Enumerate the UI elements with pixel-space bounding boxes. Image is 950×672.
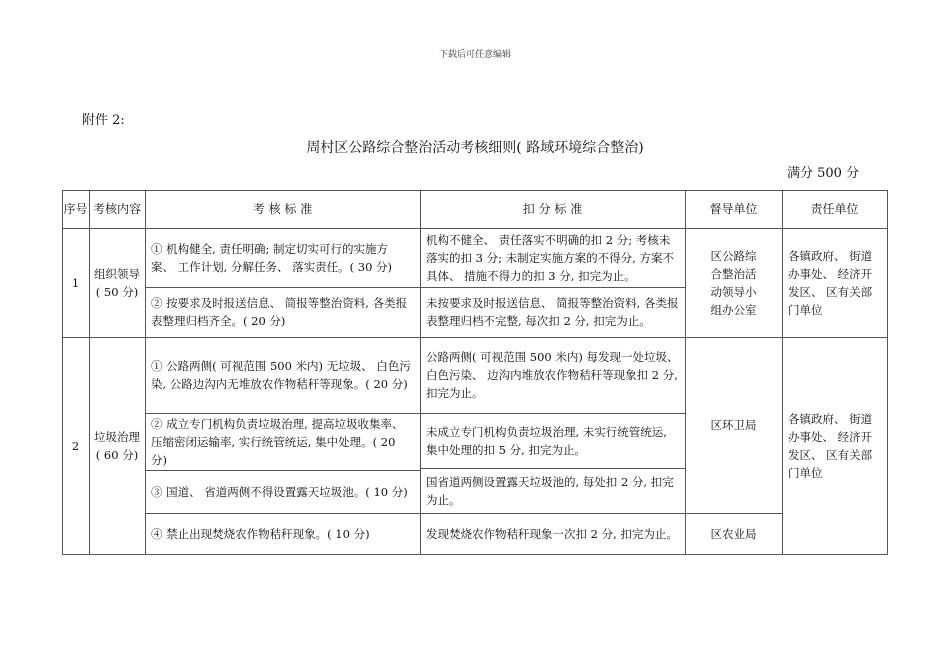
deduction-cell: 未成立专门机构负责垃圾治理, 未实行统管统运, 集中处理的扣 5 分, 扣完为止。 xyxy=(426,424,667,457)
standard-cell: ④ 禁止出现焚烧农作物秸秆现象。( 10 分) xyxy=(151,526,370,541)
header-supervisor: 督导单位 xyxy=(709,202,758,216)
header-no: 序号 xyxy=(63,202,88,216)
supervisor-cell: 区环卫局 xyxy=(710,418,757,432)
deduction-cell: 未按要求及时报送信息、 简报等整治资料, 各类报 表整理归档不完整, 每次扣 2 分, 扣完为止。 xyxy=(426,296,679,328)
full-score: 满分 500 分 xyxy=(787,166,860,181)
standard-cell: ① 机构健全, 责任明确; 制定切实可行的实施方 案、 工作计划, 分解任务、 落实责任。( 30 分) xyxy=(151,241,393,274)
deduction-cell: 机构不健全、 责任落实不明确的扣 2 分; 考核未 落实的扣 3 分; 未制定实施方案的不得分, 方案不 具体、 措施不得力的扣 3 分, 扣完为止。 xyxy=(426,232,674,283)
deduction-cell: 国省道两侧设置露天垃圾池的, 每处扣 2 分, 扣完 为止。 xyxy=(426,474,674,507)
row-number: 1 xyxy=(71,275,80,290)
responsible-cell: 各镇政府、 街道 办事处、 经济开 发区、 区有关部 门单位 xyxy=(788,411,873,480)
annex-label: 附件 2: xyxy=(82,113,125,128)
standard-cell: ③ 国道、 省道两侧不得设置露天垃圾池。( 10 分) xyxy=(151,484,408,499)
row-number: 2 xyxy=(71,438,80,453)
deduction-cell: 发现焚烧农作物秸秆现象一次扣 2 分, 扣完为止。 xyxy=(426,526,678,541)
supervisor-cell: 区公路综 合整治活 动领导小 组办公室 xyxy=(710,248,757,317)
assessment-item: 垃圾治理 ( 60 分) xyxy=(94,429,140,462)
supervisor-cell: 区农业局 xyxy=(710,526,757,541)
standard-cell: ① 公路两侧( 可视范围 500 米内) 无垃圾、 白色污 染, 公路边沟内无堆放农作物秸秆等现象。( 20 分) xyxy=(151,359,411,391)
standard-cell: ② 成立专门机构负责垃圾治理, 提高垃圾收集率、 压缩密闭运输率, 实行统管统运, 集中处理。( 20 分) xyxy=(151,416,404,467)
responsible-cell: 各镇政府、 街道 办事处、 经济开 发区、 区有关部 门单位 xyxy=(788,248,873,317)
deduction-cell: 公路两侧( 可视范围 500 米内) 每发现一处垃圾、 白色污染、 边沟内堆放农作物秸秆等现象扣 2 分, 扣完为止。 xyxy=(426,350,679,400)
header-content: 考核内容 xyxy=(92,202,141,216)
header-deduction: 扣 分 标 准 xyxy=(522,202,583,216)
header-responsible: 责任单位 xyxy=(810,202,859,216)
header-standard: 考 核 标 准 xyxy=(252,202,313,216)
page-header-note: 下载后可任意编辑 xyxy=(438,50,511,60)
assessment-item: 组织领导 ( 50 分) xyxy=(94,266,140,299)
document-title: 周村区公路综合整治活动考核细则( 路域环境综合整治) xyxy=(306,140,644,156)
standard-cell: ② 按要求及时报送信息、 简报等整治资料, 各类报 表整理归档齐全。( 20 分) xyxy=(151,296,408,328)
